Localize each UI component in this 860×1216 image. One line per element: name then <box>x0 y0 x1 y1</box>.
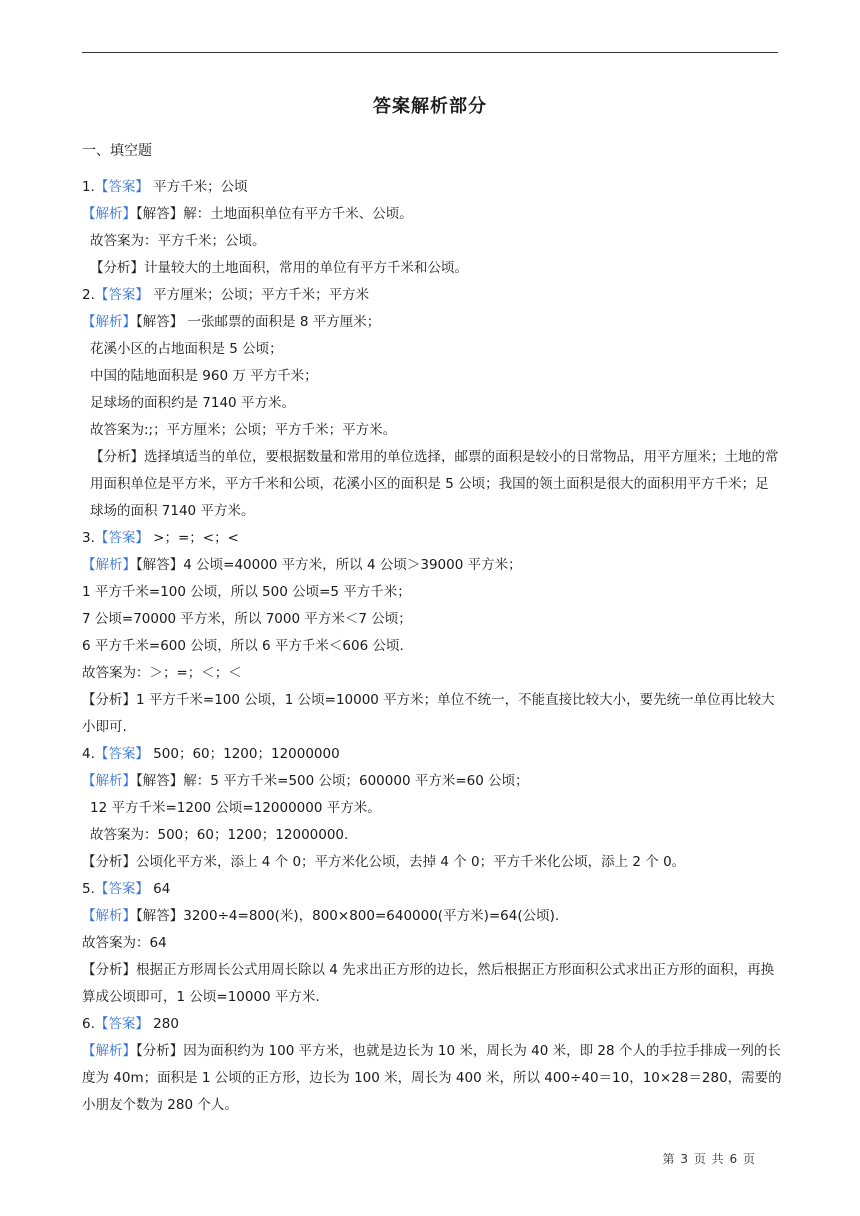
q4-answer: 500；60；1200；12000000 <box>148 746 340 762</box>
q4-final-answer: 故答案为：500；60；1200；12000000. <box>90 827 349 843</box>
q3-solution: 【解答】4 公顷=40000 平方米，所以 4 公顷＞39000 平方米； <box>136 557 522 573</box>
q5-number: 5. <box>82 881 95 897</box>
answer-tag: 【答案】 <box>94 179 149 195</box>
footer-ye: 页 <box>693 1152 706 1166</box>
q2-answer: 平方厘米；公顷；平方千米；平方米 <box>148 287 370 303</box>
answer-content <box>82 174 782 1119</box>
answer-tag: 【答案】 <box>94 746 149 762</box>
q6-explanation: 【分析】因为面积约为 100 平方米，也就是边长为 10 米，周长为 40 米，即 28 个人的手拉手排成一列的长度为 40m；面积是 1 公顷的正方形，边长为 100 米，周长为 400 米，所以 400÷40＝10，10×28＝280，需要的小朋友个数为 280 个人。 <box>82 1043 782 1113</box>
q3-solution-line: 1 平方千米=100 公顷，所以 500 公顷=5 平方千米； <box>82 584 411 600</box>
q3-number: 3. <box>82 530 95 546</box>
q2-number: 2. <box>82 287 95 303</box>
q4-explanation: 【分析】公顷化平方米，添上 4 个 0；平方米化公顷，去掉 4 个 0；平方千米化公顷，添上 2 个 0。 <box>82 854 686 870</box>
q3-final-answer: 故答案为：＞；=；＜；＜ <box>82 665 242 681</box>
q3-solution-line: 6 平方千米=600 公顷，所以 6 平方千米＜606 公顷. <box>82 638 404 654</box>
q3-explanation: 【分析】1 平方千米=100 公顷，1 公顷=10000 平方米；单位不统一，不能直接比较大小，要先统一单位再比较大小即可. <box>82 692 775 735</box>
q4-number: 4. <box>82 746 95 762</box>
total-page-number: 6 <box>729 1152 738 1166</box>
q6-answer-line <box>82 1011 782 1038</box>
footer-gong: 共 <box>711 1152 724 1166</box>
q5-explanation: 【分析】根据正方形周长公式用周长除以 4 先求出正方形的边长，然后根据正方形面积公式求出正方形的面积，再换算成公顷即可，1 公顷=10000 平方米. <box>82 962 775 1005</box>
answer-tag: 【答案】 <box>94 530 149 546</box>
analysis-tag: 【解析】 <box>82 773 136 789</box>
analysis-tag: 【解析】 <box>82 314 136 330</box>
q3-solution-line: 7 公顷=70000 平方米，所以 7000 平方米＜7 公顷； <box>82 611 412 627</box>
q3-answer-line <box>82 525 782 552</box>
analysis-tag: 【解析】 <box>82 206 136 222</box>
q5-answer: 64 <box>148 881 171 897</box>
q5-answer-line <box>82 876 782 903</box>
q2-explanation: 【分析】选择填适当的单位，要根据数量和常用的单位选择，邮票的面积是较小的日常物品，用平方厘米；土地的常用面积单位是平方米，平方千米和公顷，花溪小区的面积是 5 公顷；我国的领土面积是很大的面积用平方千米；足球场的面积 7140 平方米。 <box>90 449 779 519</box>
q1-solution: 【解答】解：土地面积单位有平方千米、公顷。 <box>136 206 413 222</box>
q3-analysis-line <box>82 552 782 579</box>
page-title: 答案解析部分 <box>373 96 487 117</box>
q2-final-answer: 故答案为:;；平方厘米；公顷；平方千米；平方米。 <box>90 422 397 438</box>
analysis-tag: 【解析】 <box>82 908 136 924</box>
answer-tag: 【答案】 <box>94 1016 149 1032</box>
q4-solution-line: 12 平方千米=1200 公顷=12000000 平方米。 <box>90 800 381 816</box>
q5-final-answer: 故答案为：64 <box>82 935 167 951</box>
answer-tag: 【答案】 <box>94 881 149 897</box>
q6-answer: 280 <box>148 1016 179 1032</box>
answer-tag: 【答案】 <box>94 287 149 303</box>
analysis-tag: 【解析】 <box>82 557 136 573</box>
q2-solution-line: 花溪小区的占地面积是 5 公顷； <box>90 341 283 357</box>
current-page-number: 3 <box>680 1152 688 1166</box>
q2-solution-line: 足球场的面积约是 7140 平方米。 <box>90 395 295 411</box>
q5-solution: 【解答】3200÷4=800(米)，800×800=640000(平方米)=64(公顷). <box>136 908 560 924</box>
q5-analysis-line <box>82 903 782 930</box>
q4-solution: 【解答】解：5 平方千米=500 公顷；600000 平方米=60 公顷； <box>136 773 529 789</box>
q2-analysis-line <box>82 309 782 336</box>
q1-number: 1. <box>82 179 95 195</box>
q4-analysis-line <box>82 768 782 795</box>
q6-number: 6. <box>82 1016 95 1032</box>
q4-answer-line <box>82 741 782 768</box>
analysis-tag: 【解析】 <box>82 1043 136 1059</box>
q2-answer-line <box>82 282 782 309</box>
q1-answer: 平方千米；公顷 <box>148 179 248 195</box>
q3-answer: >；=；<；< <box>148 530 239 546</box>
q1-final-answer: 故答案为：平方千米；公顷。 <box>90 233 266 249</box>
q2-solution: 【解答】 一张邮票的面积是 8 平方厘米； <box>136 314 381 330</box>
page-footer <box>662 1150 756 1167</box>
q6-analysis-line <box>82 1038 782 1119</box>
footer-di: 第 <box>662 1152 675 1166</box>
q1-answer-line <box>82 174 782 201</box>
footer-ye-2: 页 <box>742 1152 755 1166</box>
section-heading: 一、填空题 <box>82 143 152 159</box>
header-rule <box>82 52 778 53</box>
q1-explanation: 【分析】计量较大的土地面积，常用的单位有平方千米和公顷。 <box>90 260 468 276</box>
q2-solution-line: 中国的陆地面积是 960 万 平方千米； <box>90 368 318 384</box>
q1-analysis-line <box>82 201 782 228</box>
